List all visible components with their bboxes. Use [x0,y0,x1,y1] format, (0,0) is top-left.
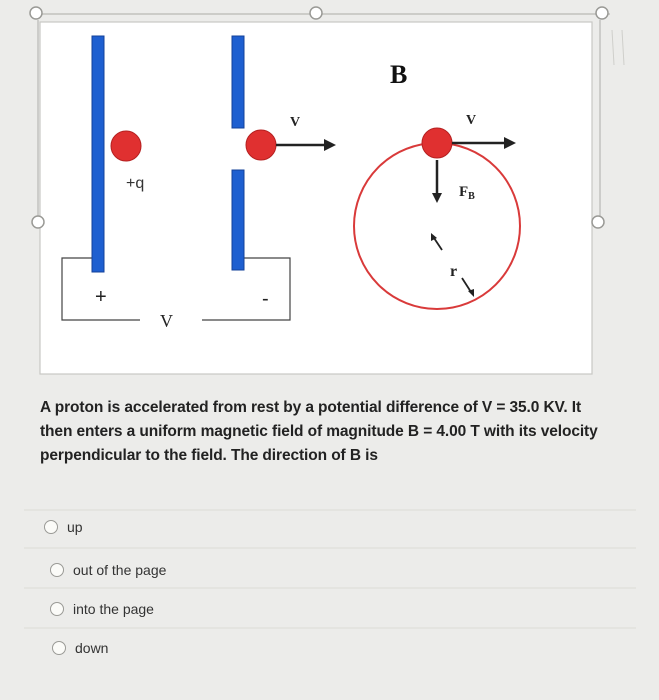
radius-label: r [450,263,458,280]
plus-label: + [95,286,107,308]
option-down[interactable] [52,640,108,656]
radio-button[interactable] [44,520,58,534]
option-label: into the page [73,601,154,617]
minus-label: - [262,288,269,310]
magnetic-field-label: B [390,60,408,89]
negative-plate-bottom [232,170,244,270]
page-edge [622,30,624,65]
option-out-of-the-page[interactable] [50,562,166,578]
radio-button[interactable] [52,641,66,655]
option-up[interactable] [44,519,83,535]
voltage-label: V [160,311,173,331]
force-label: $F_B$ [459,184,475,202]
radio-button[interactable] [50,602,64,616]
option-label: down [75,640,109,656]
velocity-label-1: V [290,115,301,130]
option-label: up [67,519,83,535]
charge-label: +q [126,175,145,192]
negative-plate-top [232,36,244,128]
option-label: out of the page [73,562,167,578]
charge-particle-start [111,131,141,161]
positive-plate [92,36,104,272]
page-edge [612,30,614,65]
velocity-label-2: V [466,113,477,128]
radio-button[interactable] [50,563,64,577]
charge-particle-orbit [422,128,452,158]
charge-particle-exit [246,130,276,160]
option-into-the-page[interactable] [50,601,154,617]
question-text: A proton is accelerated from rest by a potential difference of V = 35.0 KV. It then enters a uniform magnetic field of magnitude B = 4.00 T with its velocity perpendicular to the field. The direction of B is [40,399,598,464]
